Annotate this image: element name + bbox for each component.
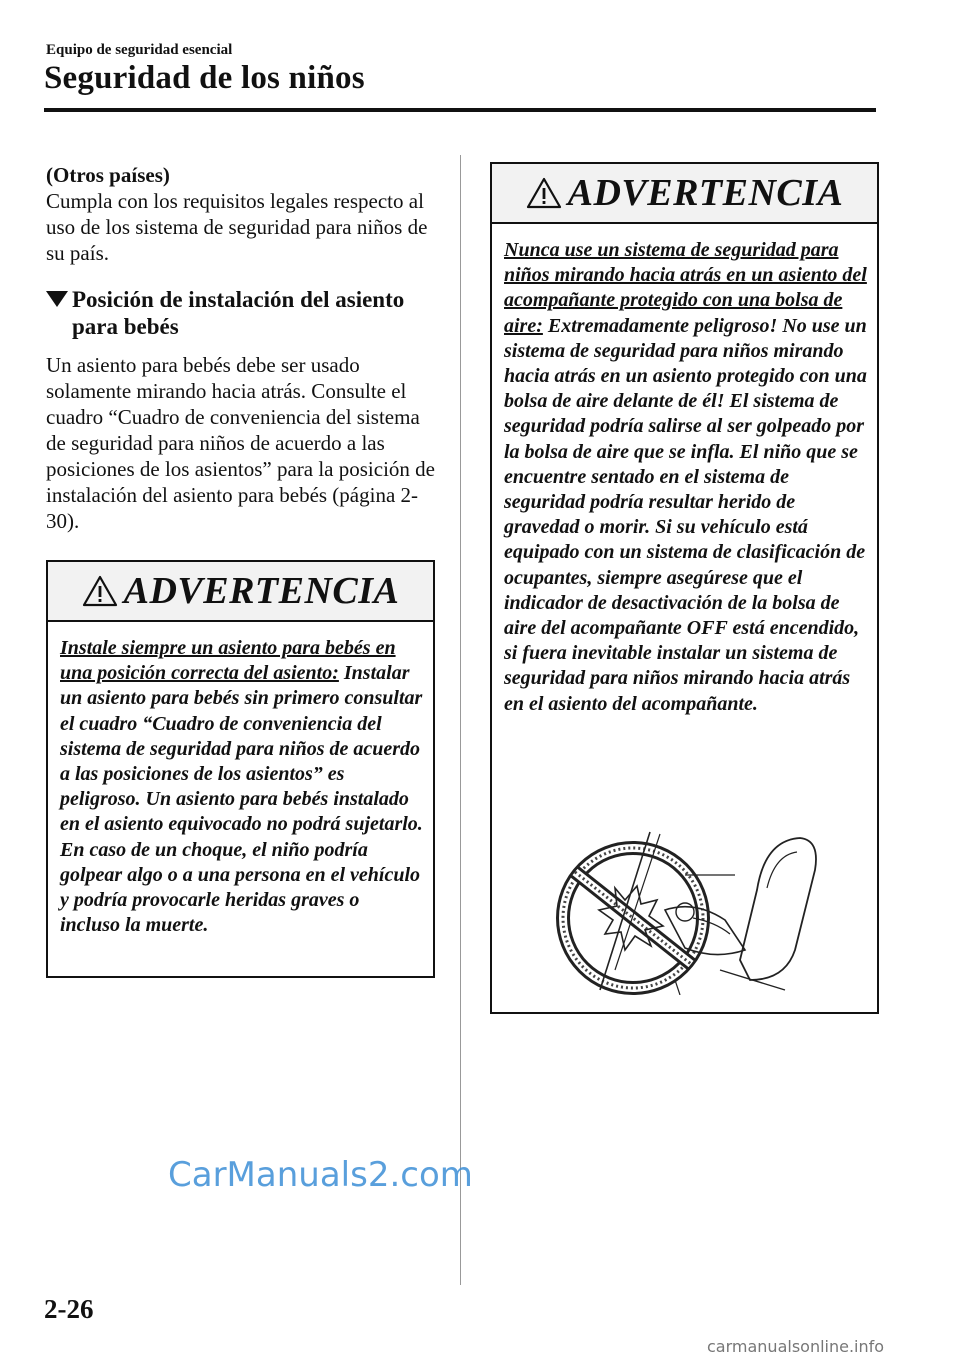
warning-body (48, 622, 433, 948)
header-rule (44, 108, 876, 112)
warning-text: Instalar un asiento para bebés sin primero consultar el cuadro “Cuadro de conveniencia del sistema de seguridad para niños de acuerdo a las posiciones de los asientos” es peligroso. Un asiento para bebés instalado en el asiento equivocado no podrá sujetarlo. En caso de un choque, el niño podría golpear algo o a una persona en el vehículo y podría provocarle heridas graves o incluso la muerte. (60, 662, 423, 937)
warning-header (492, 164, 877, 224)
section-heading (46, 286, 441, 340)
section-heading-row (46, 286, 441, 313)
footer-url[interactable]: carmanualsonline.info (707, 1337, 885, 1356)
page-title: Seguridad de los niños (44, 60, 365, 96)
section-heading-line2: para bebés (72, 314, 179, 339)
left-column (46, 162, 441, 534)
warning-body (492, 224, 877, 727)
warning-header (48, 562, 433, 622)
warning-triangle-icon (82, 575, 118, 607)
warning-lead: Nunca use un sistema de seguridad para niños mirando hacia atrás en un asiento del acompañante protegido con una bolsa de aire: (504, 239, 867, 337)
watermark: CarManuals2.com (168, 1155, 473, 1195)
body-text: Un asiento para bebés debe ser usado solamente mirando hacia atrás. Consulte el cuadro “Cuadro de conveniencia del sistema de seguridad para niños de acuerdo a las posiciones de los asientos” para la posición de instalación del asiento para bebés (página 2-30). (46, 353, 435, 533)
page-number: 2-26 (44, 1294, 94, 1324)
warning-title: ADVERTENCIA (567, 172, 844, 214)
warning-triangle-icon (526, 177, 562, 209)
column-divider (460, 155, 461, 1285)
warning-text: Extremadamente peligroso! No use un sistema de seguridad para niños mirando hacia atrás en un asiento protegido con una bolsa de aire delante de él! El sistema de seguridad podría salirse al ser golpeado por la bolsa de aire que se infla. El niño que se encuentre sentado en el sistema de seguridad podría resultar herido de gravedad o morir. Si su vehículo está equipado con un sistema de clasificación de ocupantes, siempre asegúrese que el indicador de desactivación de la bolsa de aire del acompañante OFF está encendido, si fuera inevitable instalar un sistema de seguridad para niños mirando hacia atrás en el asiento del acompañante. (504, 314, 867, 715)
section-label: Equipo de seguridad esencial (46, 42, 233, 58)
airbag-rear-facing-seat-illustration (545, 830, 835, 995)
section-heading-line1: Posición de instalación del asiento (72, 287, 405, 312)
subheading: (Otros países) (46, 163, 170, 187)
warning-lead: Instale siempre un asiento para bebés en una posición correcta del asiento: (60, 637, 396, 685)
warning-title: ADVERTENCIA (123, 570, 400, 612)
warning-box-left (46, 560, 435, 978)
intro-text: Cumpla con los requisitos legales respecto al uso de los sistema de seguridad para niños de su país. (46, 189, 428, 265)
triangle-bullet-icon (46, 291, 68, 307)
